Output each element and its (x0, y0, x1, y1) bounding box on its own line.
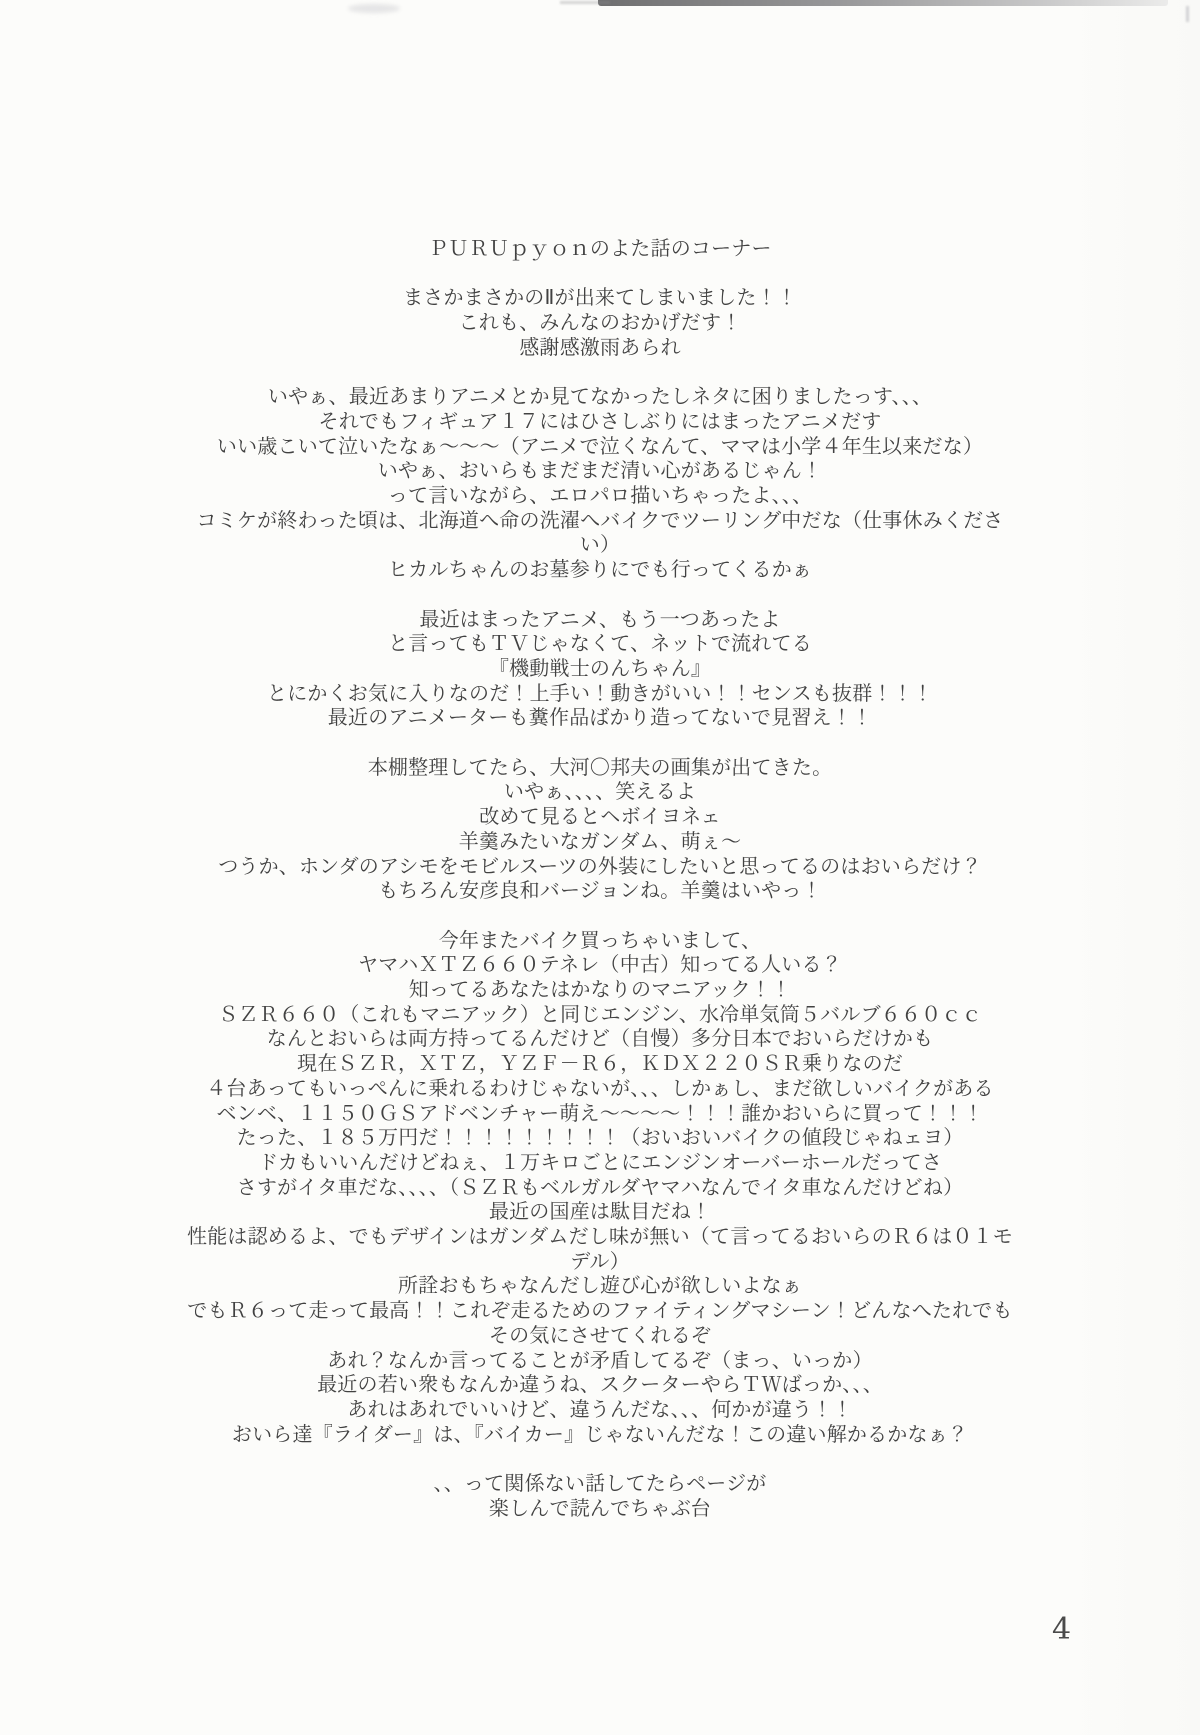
text-line: 所詮おもちゃなんだし遊び心が欲しいよなぁ (398, 1273, 802, 1298)
section-title (0, 236, 1200, 261)
page-number: 4 (1052, 1612, 1072, 1647)
paragraph (0, 285, 1200, 359)
text-line: 感謝感激雨あられ (519, 334, 681, 359)
text-line: なんとおいらは両方持ってるんだけど（自慢）多分日本でおいらだけかも (266, 1026, 934, 1051)
text-line: 羊羹みたいなガンダム、萌ぇ～ (458, 828, 742, 853)
text-line: コミケが終わった頃は、北海道へ命の洗濯へバイクでツーリング中だな（仕事休みくださ (196, 507, 1004, 532)
text-line: ＳＺＲ６６０（これもマニアック）と同じエンジン、水冷単気筒５バルブ６６０ｃｃ (218, 1001, 982, 1026)
text-line: って言いながら、エロパロ描いちゃったよ、、、 (387, 483, 813, 507)
scan-artifact-top-bar-tail (560, 1, 610, 4)
text-line: と言ってもＴＶじゃなくて、ネットで流れてる (388, 631, 812, 656)
text-line: さすがイタ車だな、、、、（ＳＺＲもベルガルダヤマハなんでイタ車なんだけどね） (236, 1174, 964, 1199)
paragraph (0, 755, 1200, 903)
text-line: 最近のアニメーターも糞作品ばかり造ってないで見習え！！ (327, 705, 873, 730)
text-line: 最近の若い衆もなんか違うね、スクーターやらＴＷばっか、、、 (317, 1372, 883, 1397)
text-line: デル） (570, 1248, 630, 1273)
text-line: いやぁ、、、、笑えるよ (503, 779, 697, 804)
text-line: いやぁ、おいらもまだまだ清い心があるじゃん！ (377, 458, 823, 483)
text-line: もちろん安彦良和バージョンね。羊羹はいやっ！ (378, 878, 822, 903)
text-line: でもＲ６って走って最高！！これぞ走るためのファイティングマシーン！どんなへたれでも (187, 1298, 1013, 1323)
afterword-text (0, 236, 1200, 1545)
text-line: それでもフィギュア１７にはひさしぶりにはまったアニメだす (318, 408, 882, 433)
text-line: いい歳こいて泣いたなぁ～～～（アニメで泣くなんて、ママは小学４年生以来だな） (216, 433, 984, 458)
scan-artifact-top-bar (598, 0, 1168, 6)
text-line: これも、みんなのおかげだす！ (458, 310, 742, 335)
scan-artifact-smudge (348, 4, 400, 13)
text-line: つうか、ホンダのアシモをモビルスーツの外装にしたいと思ってるのはおいらだけ？ (218, 853, 982, 878)
text-line: あれはあれでいいけど、違うんだな、、、何かが違う！！ (347, 1396, 853, 1421)
text-line: 今年またバイク買っちゃいまして、 (438, 927, 762, 952)
text-line: 現在ＳＺＲ，ＸＴＺ，ＹＺＦ－Ｒ６，ＫＤＸ２２０ＳＲ乗りなのだ (297, 1051, 903, 1076)
text-line: 知ってるあなたはかなりのマニアック！！ (408, 977, 792, 1002)
text-line: 改めて見るとヘボイヨネェ (479, 804, 721, 829)
paragraph (0, 384, 1200, 582)
paragraph (0, 607, 1200, 731)
text-line: その気にさせてくれるぞ (488, 1322, 712, 1347)
text-line: 最近はまったアニメ、もう一つあったよ (419, 606, 781, 631)
text-line: ４台あってもいっぺんに乗れるわけじゃないが、、、しかぁし、まだ欲しいバイクがある (206, 1075, 994, 1100)
text-line: ヒカルちゃんのお墓参りにでも行ってくるかぁ (387, 557, 813, 582)
text-line: とにかくお気に入りなのだ！上手い！動きがいい！！センスも抜群！！！ (267, 680, 933, 705)
text-line: おいら達『ライダー』は、『バイカー』じゃないんだな！この違い解かるかなぁ？ (231, 1421, 969, 1446)
paragraph (0, 1471, 1200, 1520)
text-line: まさかまさかのⅡが出来てしまいました！！ (403, 285, 797, 310)
text-line: ＰＵＲＵｐｙｏｎのよた話のコーナー (428, 236, 772, 260)
text-line: ベンベ、１１５０ＧＳアドベンチャー萌え～～～～！！！誰かおいらに買って！！！ (216, 1100, 984, 1125)
text-line: 性能は認めるよ、でもデザインはガンダムだし味が無い（て言ってるおいらのＲ６は０１モ (187, 1224, 1013, 1249)
scan-artifact-edge-mark (1186, 6, 1189, 22)
text-line: たった、１８５万円だ！！！！！！！！！（おいおいバイクの値段じゃねェヨ） (236, 1125, 964, 1150)
text-line: 本棚整理してたら、大河〇邦夫の画集が出てきた。 (367, 754, 833, 779)
paragraph (0, 928, 1200, 1447)
text-line: 楽しんで読んでちゃぶ台 (488, 1495, 712, 1520)
text-line: ヤマハＸＴＺ６６０テネレ（中古）知ってる人いる？ (358, 952, 842, 977)
text-line: いやぁ、最近あまりアニメとか見てなかったしネタに困りましたっす、、、 (267, 384, 933, 409)
text-line: 『機動戦士のんちゃん』 (488, 655, 712, 680)
text-line: 最近の国産は駄目だね！ (488, 1199, 712, 1224)
text-line: ドカもいいんだけどねぇ、１万キロごとにエンジンオーバーホールだってさ (258, 1149, 942, 1174)
text-line: あれ？なんか言ってることが矛盾してるぞ（まっ、いっか） (327, 1347, 873, 1372)
text-line: 、、って関係ない話してたらページが (433, 1471, 767, 1496)
text-line: い） (579, 532, 621, 557)
